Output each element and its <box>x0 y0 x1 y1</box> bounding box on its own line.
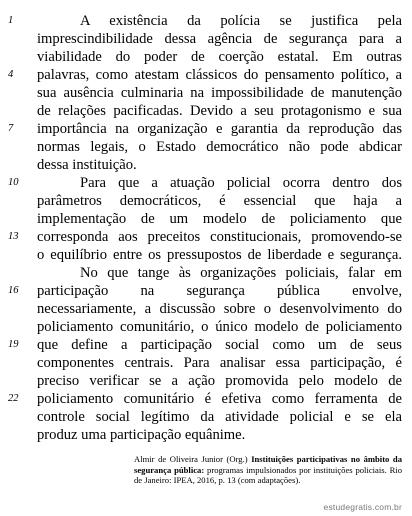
text-line: palavras, como atestam clássicos do pensamento político, a <box>37 67 402 83</box>
text-line: implementação de um modelo de policiamento que <box>37 211 402 227</box>
line-number: 19 <box>8 339 19 350</box>
text-line: No que tange às organizações policiais, falar em <box>80 265 402 281</box>
text-line: de relações pacificadas. Devido a seu protagonismo e sua <box>37 103 402 119</box>
text-line: Para que a atuação policial ocorra dentro dos <box>80 175 402 191</box>
text-line: policiamento comunitário é efetiva como ferramenta de <box>37 391 402 407</box>
text-line: importância na organização e garantia da reprodução das <box>37 121 402 137</box>
text-line: normas legais, o Estado democrático não pode abdicar <box>37 139 402 155</box>
line-number: 1 <box>8 15 14 26</box>
line-number: 10 <box>8 177 19 188</box>
citation-rest: programas impulsionados por instituições policiais. Rio de Janeiro: IPEA, 2016, p. 13 (com adaptações). <box>134 464 402 485</box>
line-number: 7 <box>8 123 14 134</box>
text-line: necessariamente, a discussão sobre o desenvolvimento do <box>37 301 402 317</box>
line-number: 13 <box>8 231 19 242</box>
line-number: 4 <box>8 69 14 80</box>
text-line: imprescindibilidade dessa agência de segurança para a <box>37 31 402 47</box>
text-line: preciso verificar se a ação promovida pelo modelo de <box>37 373 402 389</box>
text-line: controle social legítimo da atividade policial e se ela <box>37 409 402 425</box>
line-number: 16 <box>8 285 19 296</box>
text-line: A existência da polícia se justifica pela <box>80 13 402 29</box>
text-line: produz uma participação equânime. <box>37 427 246 443</box>
text-line: componentes centrais. Para analisar essa participação, é <box>37 355 402 371</box>
text-line: dessa instituição. <box>37 157 137 173</box>
text-line: que define a participação social como um de seus <box>37 337 402 353</box>
text-line: sua ausência culminaria na impossibilidade de manutenção <box>37 85 402 101</box>
text-line: viabilidade do poder de coerção estatal. Em outras <box>37 49 402 65</box>
text-line: corresponda aos preceitos constitucionais, promovendo-se <box>37 229 402 245</box>
text-line: o equilíbrio entre os pressupostos de liberdade e segurança. <box>37 247 402 263</box>
citation-title: Instituições participativas no âmbito da segurança pública: <box>134 454 402 475</box>
text-line: participação na segurança pública envolve, <box>37 283 402 299</box>
watermark: estudegratis.com.br <box>323 502 402 512</box>
text-line: policiamento comunitário, o único modelo de policiamento <box>37 319 402 335</box>
citation-author: Almir de Oliveira Junior (Org.) <box>134 454 252 464</box>
line-number: 22 <box>8 393 19 404</box>
citation <box>134 454 402 486</box>
text-line: parâmetros democráticos, é essencial que haja a <box>37 193 402 209</box>
